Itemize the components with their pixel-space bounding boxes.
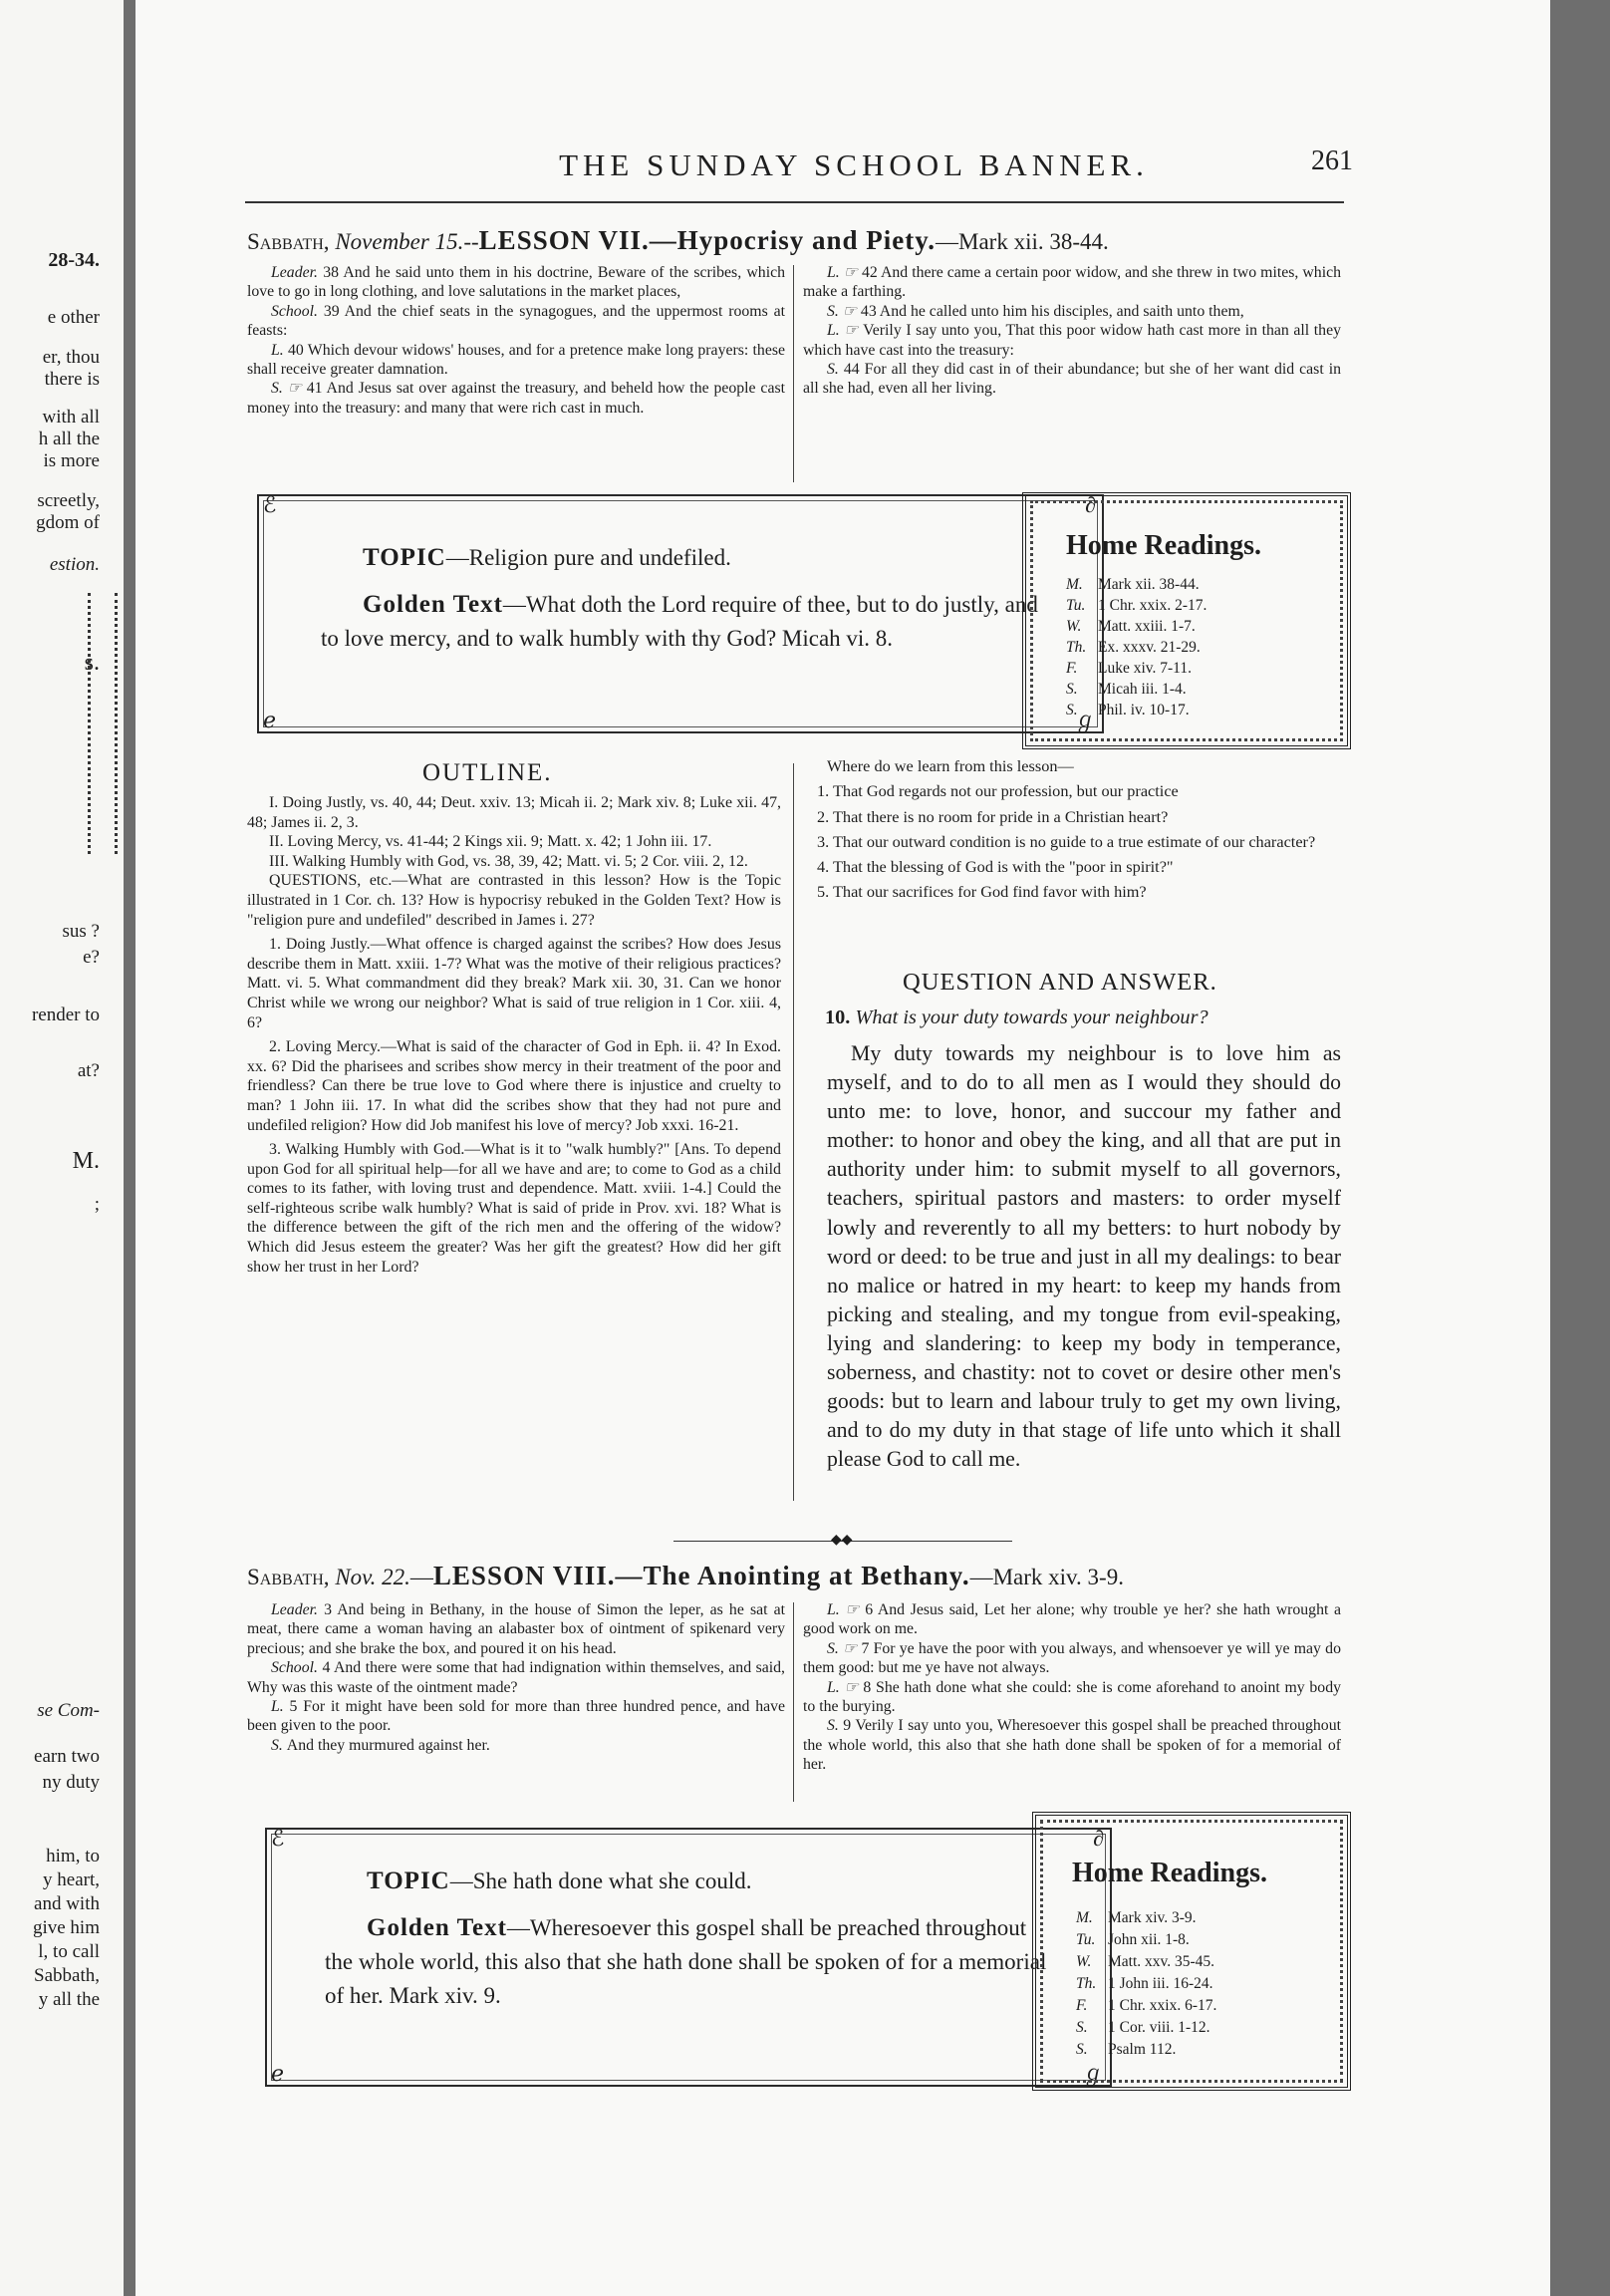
outline-paragraph: II. Loving Mercy, vs. 41-44; 2 Kings xii. 9; Matt. x. 42; 1 John iii. 17. <box>269 833 712 851</box>
qa-answer: My duty towards my neighbour is to love him as myself, and to do to all men as I would they should do unto me: to love, honor, and succour my father and mother: to honor and obey the king, and all that are put in authority under him: to submit myself to all governors, teachers, spiritual pastors and masters: to order myself lowly and reverently to all my betters: to hurt nobody by word or deed: to be true and just in all my dealings: to bear no malice or hatred in my heart: to keep my hands from picking and stealing, and my tongue from evil-speaking, lying and slandering: to keep my body in temperance, soberness, and chastity: not to covet or desire other men's goods: but to learn and labour truly to get my own living, and to do my duty in that stage of life unto which it shall please God to call me. <box>827 1041 1341 1472</box>
previous-page-text-fragment: is more <box>43 450 100 471</box>
learn-item: 4. That the blessing of God is with the "poor in spirit?" <box>817 857 1174 877</box>
golden-label: Golden Text <box>363 591 503 618</box>
reading-reference: Ex. xxxv. 21-29. <box>1098 639 1201 656</box>
lesson-8-home-readings <box>1032 1812 1351 2091</box>
home-reading-item <box>1076 2041 1176 2059</box>
outline-paragraph: III. Walking Humbly with God, vs. 38, 39, 42; Matt. vi. 5; 2 Cor. viii. 2, 12. <box>269 852 748 870</box>
reading-day: Th. <box>1076 1975 1097 1992</box>
heading-date: Nov. 22. <box>335 1565 410 1589</box>
verse-text: 38 And he said unto them in his doctrine, Beware of the scribes, which love to go in long clothing, and love salutations in the market places, <box>247 264 786 301</box>
reading-reference: 1 John iii. 16-24. <box>1108 1975 1213 1992</box>
scripture-verse <box>247 1600 785 1658</box>
lesson-7-scripture-left <box>247 263 785 418</box>
lesson-8-scripture-right <box>803 1600 1341 1775</box>
reading-day: Tu. <box>1066 597 1086 614</box>
previous-page-text-fragment: M. <box>72 1148 100 1174</box>
previous-page-text-fragment: y heart, <box>43 1869 100 1890</box>
qa-question-text: What is your duty towards your neighbour? <box>855 1006 1208 1028</box>
qa-number: 10. <box>825 1006 851 1028</box>
previous-page-text-fragment: him, to <box>46 1846 100 1866</box>
verse-speaker: L. ☞ <box>827 1601 866 1618</box>
reading-day: F. <box>1076 1997 1088 2014</box>
previous-page-text-fragment: e other <box>47 307 100 328</box>
previous-page-text-fragment: with all <box>42 407 100 428</box>
verse-speaker: L. ☞ <box>827 1678 864 1696</box>
verse-text: 5 For it might have been sold for more than three hundred pence, and have been given to the poor. <box>247 1698 786 1735</box>
reading-reference: Mark xiv. 3-9. <box>1108 1909 1197 1926</box>
outline-title: OUTLINE. <box>422 759 553 786</box>
heading-sabbath: Sabbath, <box>247 1565 330 1589</box>
scripture-verse <box>247 1658 785 1697</box>
heading-dash: — <box>409 1565 433 1589</box>
scripture-verse <box>247 1697 785 1736</box>
outline-paragraph: 2. Loving Mercy.—What is said of the character of God in Eph. ii. 4? In Exod. xx. 6? Did the pharisees and scribes show mercy in their treatment of the poor and friendless? Can there be true love to God where there is injustice and cruelty to man? 1 John iii. 17. In what did the scribes show that they had not pure and undefiled religion? How did Job manifest his love of mercy? Job xxxi. 16-21. <box>247 1038 781 1134</box>
verse-speaker: S. <box>827 361 844 379</box>
home-reading-item <box>1066 660 1192 678</box>
previous-page-text-fragment: and with <box>34 1893 100 1914</box>
home-readings-title: Home Readings. <box>1066 530 1261 561</box>
verse-speaker: School. <box>271 302 324 320</box>
scripture-verse <box>803 302 1341 321</box>
previous-page-text-fragment: Sabbath, <box>34 1965 100 1986</box>
verse-speaker: S. ☞ <box>827 1639 862 1657</box>
learn-item: 5. That our sacrifices for God find favor with him? <box>817 882 1147 902</box>
heading-sabbath: Sabbath, <box>247 229 330 254</box>
previous-page-text-fragment: sus ? <box>62 921 100 942</box>
header-rule <box>245 201 1344 203</box>
column-divider <box>793 763 794 1501</box>
home-reading-item <box>1066 618 1196 636</box>
reading-reference: Luke xiv. 7-11. <box>1098 660 1192 677</box>
verse-text: 9 Verily I say unto you, Wheresoever this gospel shall be preached throughout the whole world, this also that she hath done shall be spoken of for a memorial of her. <box>803 1717 1341 1774</box>
reading-reference: 1 Chr. xxix. 6-17. <box>1108 1997 1217 2014</box>
verse-speaker: S. <box>271 1736 287 1754</box>
lesson-8-topic-box: ℰ ∂ ℯ ℊ TOPIC—She hath done what she could. Golden Text—Wheresoever this gospel shall be preached throughout the whole world, this also that she hath done shall be spoken of for a memorial of her. Mark xiv. 9. <box>265 1828 1112 2087</box>
scripture-verse <box>803 1639 1341 1678</box>
lesson-7-outline <box>247 793 781 1282</box>
learn-item: 2. That there is no room for pride in a Christian heart? <box>817 806 1169 826</box>
verse-speaker: S. ☞ <box>827 302 861 320</box>
verse-text: 40 Which devour widows' houses, and for a pretence make long prayers: these shall receive greater damnation. <box>247 341 786 379</box>
previous-page-text-fragment: e? <box>83 947 100 968</box>
home-reading-item <box>1076 1909 1197 1927</box>
previous-page-text-fragment: render to <box>31 1004 100 1025</box>
previous-page-text-fragment: h all the <box>38 429 100 449</box>
lesson-7-scripture-right <box>803 263 1341 399</box>
scripture-verse <box>247 263 785 302</box>
running-header: THE SUNDAY SCHOOL BANNER. <box>559 147 1149 182</box>
reading-day: F. <box>1066 660 1078 677</box>
home-reading-item <box>1076 2019 1209 2037</box>
verse-text: 7 For ye have the poor with you always, and whensoever ye will ye may do them good: but me ye have not always. <box>803 1639 1341 1677</box>
home-reading-item <box>1066 702 1190 719</box>
verse-speaker: L. ☞ <box>827 264 862 281</box>
previous-page-text-fragment: er, thou <box>42 347 100 368</box>
learn-item: 1. That God regards not our profession, but our practice <box>817 781 1179 801</box>
previous-page-text-fragment: ny duty <box>42 1772 100 1793</box>
previous-page-text-fragment: s. <box>84 650 100 676</box>
scripture-verse <box>803 1678 1341 1717</box>
scripture-verse <box>247 302 785 341</box>
scripture-verse <box>247 1736 785 1755</box>
learn-intro: Where do we learn from this lesson— <box>827 756 1074 775</box>
heading-lesson-title: LESSON VIII.—The Anointing at Bethany. <box>432 1561 970 1590</box>
reading-reference: Matt. xxiii. 1-7. <box>1098 618 1196 635</box>
verse-text: 3 And being in Bethany, in the house of Simon the leper, as he sat at meat, there came a woman having an alabaster box of ointment of spikenard very precious; and she brake the box, and poured it on his head. <box>247 1601 786 1657</box>
column-divider <box>793 1602 794 1802</box>
outline-paragraph: 1. Doing Justly.—What offence is charged against the scribes? How does Jesus describe them in Matt. xxiii. 1-7? What was the motive of their religious practices? Matt. vi. 5. What commandment did they break? Mark xii. 30, 31. Can we honor Christ while we wrong our neighbor? What is said of true religion in 1 Cor. xiii. 4, 6? <box>247 936 781 1031</box>
home-reading-item <box>1076 1953 1214 1971</box>
scripture-verse <box>247 341 785 380</box>
verse-text: 44 For all they did cast in of their abundance; but she of her want did cast in all she had, even all her living. <box>803 361 1342 398</box>
heading-date: November 15. <box>335 229 464 254</box>
heading-lesson-title: LESSON VII.—Hypocrisy and Piety. <box>478 225 937 255</box>
qa-title: QUESTION AND ANSWER. <box>903 969 1217 996</box>
previous-page-text-fragment: ; <box>94 1194 100 1215</box>
reading-day: S. <box>1076 2041 1088 2058</box>
previous-page-text-fragment: se Com- <box>37 1700 100 1721</box>
scripture-verse <box>803 263 1341 302</box>
outline-paragraph: I. Doing Justly, vs. 40, 44; Deut. xxiv. 13; Micah ii. 2; Mark xiv. 8; Luke xii. 47, 48; James ii. 2, 3. <box>247 794 781 831</box>
golden-text <box>321 588 1048 656</box>
chain-border-ornament <box>88 593 118 854</box>
verse-speaker: L. <box>271 341 289 359</box>
heading-dash: -- <box>463 229 479 254</box>
outline-paragraph: 3. Walking Humbly with God.—What is it to "walk humbly?" [Ans. To depend upon God for all spiritual help—for all we have and are; to come to God as a child comes to its father, with loving trust and dependence. Matt. xviii. 1-4.] Could the self-righteous scribe walk humbly? What is said of pride in Prov. xvi. 18? What is the difference between the gift of the rich men and the offering of the widow? Which did Jesus esteem the greater? Was her gift the greatest? How did her gift show her trust in her Lord? <box>247 1141 781 1276</box>
lesson-7-topic-box: ℰ ∂ ℯ ℊ TOPIC—Religion pure and undefiled. Golden Text—What doth the Lord require of thee, but to do justly, and to love mercy, and to walk humbly with thy God? Micah vi. 8. <box>257 494 1104 733</box>
home-reading-item <box>1076 1997 1216 2015</box>
topic-line <box>367 1867 752 1895</box>
home-readings-title: Home Readings. <box>1072 1858 1267 1888</box>
reading-day: W. <box>1076 1953 1092 1970</box>
home-reading-item <box>1066 576 1200 594</box>
verse-text: 6 And Jesus said, Let her alone; why trouble ye her? she hath wrought a good work on me. <box>803 1601 1342 1638</box>
previous-page-text-fragment: screetly, <box>37 490 100 511</box>
previous-page-edge <box>0 0 124 2296</box>
outline-paragraph: QUESTIONS, etc.—What are contrasted in this lesson? How is the Topic illustrated in 1 Cor. ch. 13? How is hypocrisy rebuked in the Golden Text? How is "religion pure and undefiled" described in James i. 27? <box>247 872 781 929</box>
section-ornament: ◆◆ <box>831 1533 853 1548</box>
golden-text <box>325 1911 1052 2013</box>
lesson-7-lessons-learned <box>817 753 1337 905</box>
home-reading-item <box>1076 1931 1190 1949</box>
verse-speaker: Leader. <box>271 264 324 281</box>
scripture-verse <box>803 321 1341 360</box>
reading-reference: Psalm 112. <box>1108 2041 1177 2058</box>
home-reading-item <box>1066 681 1187 699</box>
verse-text: 43 And he called unto him his disciples, and saith unto them, <box>860 302 1244 320</box>
heading-scripture-ref: —Mark xii. 38-44. <box>936 229 1109 254</box>
topic-text: —She hath done what she could. <box>449 1868 752 1893</box>
verse-text: 8 She hath done what she could: she is come aforehand to anoint my body to the burying. <box>803 1678 1342 1716</box>
reading-reference: Matt. xxv. 35-45. <box>1108 1953 1215 1970</box>
verse-text: 42 And there came a certain poor widow, and she threw in two mites, which make a farthing. <box>803 264 1341 301</box>
lesson-8-heading <box>247 1561 1343 1591</box>
previous-page-text-fragment: gdom of <box>36 512 100 533</box>
page-number: 261 <box>1311 145 1353 176</box>
previous-page-text-fragment: y all the <box>38 1989 100 2010</box>
reading-day: W. <box>1066 618 1082 635</box>
verse-speaker: L. <box>271 1698 290 1716</box>
reading-day: S. <box>1066 702 1078 718</box>
reading-day: M. <box>1076 1909 1093 1926</box>
reading-day: M. <box>1066 576 1083 593</box>
golden-label: Golden Text <box>367 1914 507 1941</box>
verse-speaker: S. ☞ <box>271 380 307 398</box>
reading-day: S. <box>1066 681 1078 698</box>
learn-item: 3. That our outward condition is no guide to a true estimate of our character? <box>817 831 1316 851</box>
lesson-8-scripture-left <box>247 1600 785 1755</box>
previous-page-text-fragment: estion. <box>49 554 100 575</box>
reading-reference: Mark xii. 38-44. <box>1098 576 1200 593</box>
home-reading-item <box>1066 639 1201 657</box>
reading-day: S. <box>1076 2019 1088 2036</box>
qa-question <box>825 1006 1208 1029</box>
scripture-verse <box>247 379 785 418</box>
reading-day: Th. <box>1066 639 1087 656</box>
reading-reference: Micah iii. 1-4. <box>1098 681 1187 698</box>
page <box>135 0 1550 2296</box>
reading-reference: 1 Cor. viii. 1-12. <box>1108 2019 1210 2036</box>
home-reading-item <box>1066 597 1207 615</box>
previous-page-text-fragment: 28-34. <box>48 249 100 271</box>
column-divider <box>793 265 794 482</box>
lesson-7-home-readings <box>1022 492 1351 749</box>
topic-label: TOPIC <box>363 544 446 571</box>
golden-text-body: —Wheresoever this gospel shall be preached throughout the whole world, this also that she hath done shall be spoken of for a memorial of her. Mark xiv. 9. <box>325 1915 1047 2008</box>
verse-speaker: L. ☞ <box>827 322 864 340</box>
verse-speaker: School. <box>271 1659 323 1677</box>
previous-page-text-fragment: l, to call <box>38 1941 100 1962</box>
reading-reference: John xii. 1-8. <box>1108 1931 1190 1948</box>
verse-text: 41 And Jesus sat over against the treasury, and beheld how the people cast money into the treasury: and many that were rich cast in much. <box>247 380 785 417</box>
previous-page-text-fragment: earn two <box>34 1746 100 1767</box>
scripture-verse <box>803 1600 1341 1639</box>
verse-speaker: S. <box>827 1717 844 1735</box>
home-reading-item <box>1076 1975 1213 1993</box>
verse-text: 39 And the chief seats in the synagogues, and the uppermost rooms at feasts: <box>247 302 785 340</box>
lesson-7-heading <box>247 225 1343 256</box>
topic-line <box>363 544 731 572</box>
topic-text: —Religion pure and undefiled. <box>445 545 731 570</box>
verse-speaker: Leader. <box>271 1601 325 1618</box>
golden-text-body: —What doth the Lord require of thee, but to do justly, and to love mercy, and to walk humbly with thy God? Micah vi. 8. <box>321 592 1038 651</box>
verse-text: And they murmured against her. <box>286 1736 490 1754</box>
verse-text: 4 And there were some that had indignation within themselves, and said, Why was this waste of the ointment made? <box>247 1659 785 1696</box>
previous-page-text-fragment: give him <box>32 1917 100 1938</box>
topic-label: TOPIC <box>367 1867 450 1894</box>
previous-page-text-fragment: at? <box>77 1060 100 1081</box>
previous-page-text-fragment: there is <box>44 369 100 390</box>
reading-day: Tu. <box>1076 1931 1096 1948</box>
verse-text: Verily I say unto you, That this poor widow hath cast more in than all they which have cast into the treasury: <box>803 322 1341 359</box>
scripture-verse <box>803 1716 1341 1774</box>
reading-reference: Phil. iv. 10-17. <box>1098 702 1190 718</box>
reading-reference: 1 Chr. xxix. 2-17. <box>1098 597 1208 614</box>
heading-scripture-ref: —Mark xiv. 3-9. <box>969 1565 1124 1589</box>
scripture-verse <box>803 360 1341 399</box>
